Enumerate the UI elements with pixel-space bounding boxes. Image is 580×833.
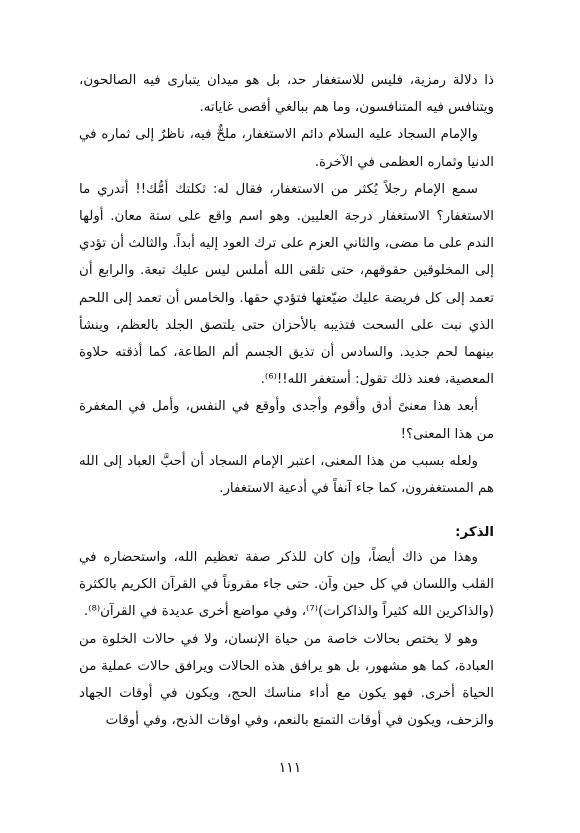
paragraph-rhetorical-question: أبعد هذا معنىً أدق وأقوم وأجدى وأوقع في النفس، وأمل في المغفرة من هذا المعنى؟! [79,399,494,442]
paragraph-dhikr-intro: وهذا من ذاك أيضاً، وإن كان للذكر صفة تعظيم الله، واستحضاره في القلب واللسان في كل حين وآن. حتى جاء مقروناً في القرآن الكريم بالكثرة (والذاكرين الله كثيراً والذاكرات)⁽⁷⁾، وفي مواضع أخرى عديدة في القرآن⁽⁸⁾. [79,550,494,620]
paragraph-continuation: ذا دلالة رمزية، فليس للاستغفار حد، بل هو ميدان يتبارى فيه الصالحون، ويتنافس فيه المتنافسون، وما هم ببالغي أقصى غاياته. [79,73,494,116]
paragraph-imam-istighfar: والإمام السجاد عليه السلام دائم الاستغفار، ملحٌّ فيه، ناظرٌ إلى ثماره في الدنيا وثماره العظمى في الآخرة. [79,127,494,170]
paragraph-beloved-servants: ولعله بسبب من هذا المعنى، اعتبر الإمام السجاد أن أحبَّ العباد إلى الله هم المستغفرون، كما جاء آنفاً في أدعية الاستغفار. [79,453,494,497]
page-number: ١١١ [278,760,302,776]
paragraph-six-meanings: سمع الإمام رجلاً يُكثر من الاستغفار، فقال له: ثكلتك أمُّك!! أتدري ما الاستغفار؟ الاستغفار درجة العليين. وهو اسم واقع على ستة معان. أولها الندم على ما مضى، والثاني العزم على ترك العود إليه أبداً. والثالث أن تؤدي إلى المخلوقين حقوقهم، حتى تلقى الله أملس ليس عليك تبعة. والرابع أن تعمد إلى كل فريضة عليك ضيّعتها فتؤدي حقها. والخامس أن تعمد إلى اللحم الذي نبت على السحت فتذيبه بالأحزان حتى يلتصق الجلد بالعظم، وينشأ بينهما لحم جديد. والسادس أن تذيق الجسم ألم الطاعة، كما أذقته حلاوة المعصية، فعند ذلك تقول: أستغفر الله!!⁽⁶⁾. [79,181,494,388]
text-block-top [79,67,494,502]
section-heading-dhikr: الذكر: [455,525,494,540]
text-block-bottom [79,544,494,734]
paragraph-dhikr-occasions: وهو لا يختص بحالات خاصة من حياة الإنسان، ولا في حالات الخلوة من العبادة، كما هو مشهور، بل هو يرافق هذه الحالات ويرافق حالات عملية من الحياة أخرى. فهو يكون مع أداء مناسك الحج، ويكون في أوقات الجهاد والزحف، ويكون في أوقات التمتع بالنعم، وفي اوقات الذبح، وفي أوقات [79,631,494,729]
